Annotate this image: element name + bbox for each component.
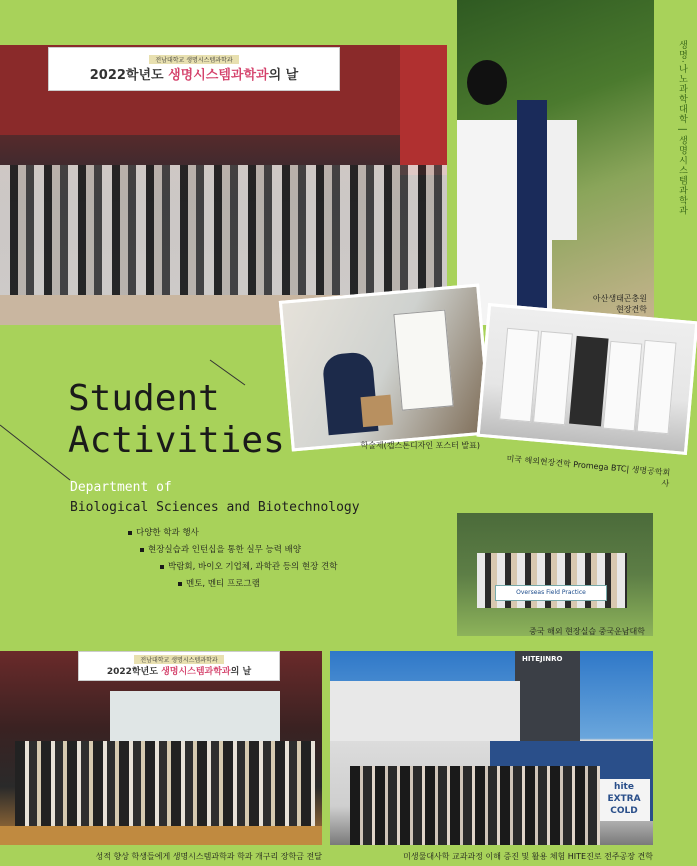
arboretum-caption: 아산생태곤충원 현장견학: [592, 294, 647, 314]
poster-caption: 학술제(캡스톤디자인 포스터 발표): [360, 441, 480, 450]
department-name: Department of Biological Sciences and Biotechnology: [70, 480, 360, 515]
scholarship-photo: [0, 651, 322, 845]
hite-caption: 미생물대사학 교과과정 이해 증진 및 활용 체험 HITE진로 전주공장 견학: [403, 852, 653, 861]
china-photo: [457, 513, 653, 636]
promega-photo: [477, 303, 697, 455]
scholarship-caption: 성적 향상 학생들에게 생명시스템과학과 학과 개구리 장학금 전달: [95, 852, 322, 861]
hite-photo: [330, 651, 653, 845]
china-caption: 중국 해외 현장실습 중국운남대학: [529, 627, 645, 636]
group-photo-day: [0, 45, 447, 325]
hite-sign: HITEJINRO: [522, 655, 563, 663]
side-title: 생명·나노과학대학 | 생명시스템과학과: [677, 40, 687, 216]
event-banner-2: 전남대학교 생명시스템과학과 2022학년도 생명시스템과학과의 날: [78, 651, 280, 681]
promega-caption: 미국 해외현장견학 Promega BTC| 생명공학회사: [506, 454, 671, 489]
list-item: 다양한 학과 행사: [128, 526, 337, 543]
list-item: 박람회, 바이오 기업체, 과학관 등의 현장 견학: [128, 560, 337, 577]
page-title: Student Activities: [68, 378, 285, 461]
list-item: 현장실습과 인턴십을 통한 실무 능력 배양: [128, 543, 337, 560]
event-banner: 전남대학교 생명시스템과학과 2022학년도 생명시스템과학과의 날: [48, 47, 340, 91]
activity-list: [128, 526, 337, 594]
list-item: 멘토, 멘티 프로그램: [128, 577, 337, 594]
field-practice-banner: Overseas Field Practice: [495, 585, 607, 601]
truck-label: hite EXTRA COLD: [598, 779, 650, 821]
poster-photo: [279, 284, 492, 452]
arboretum-photo: [457, 0, 654, 325]
